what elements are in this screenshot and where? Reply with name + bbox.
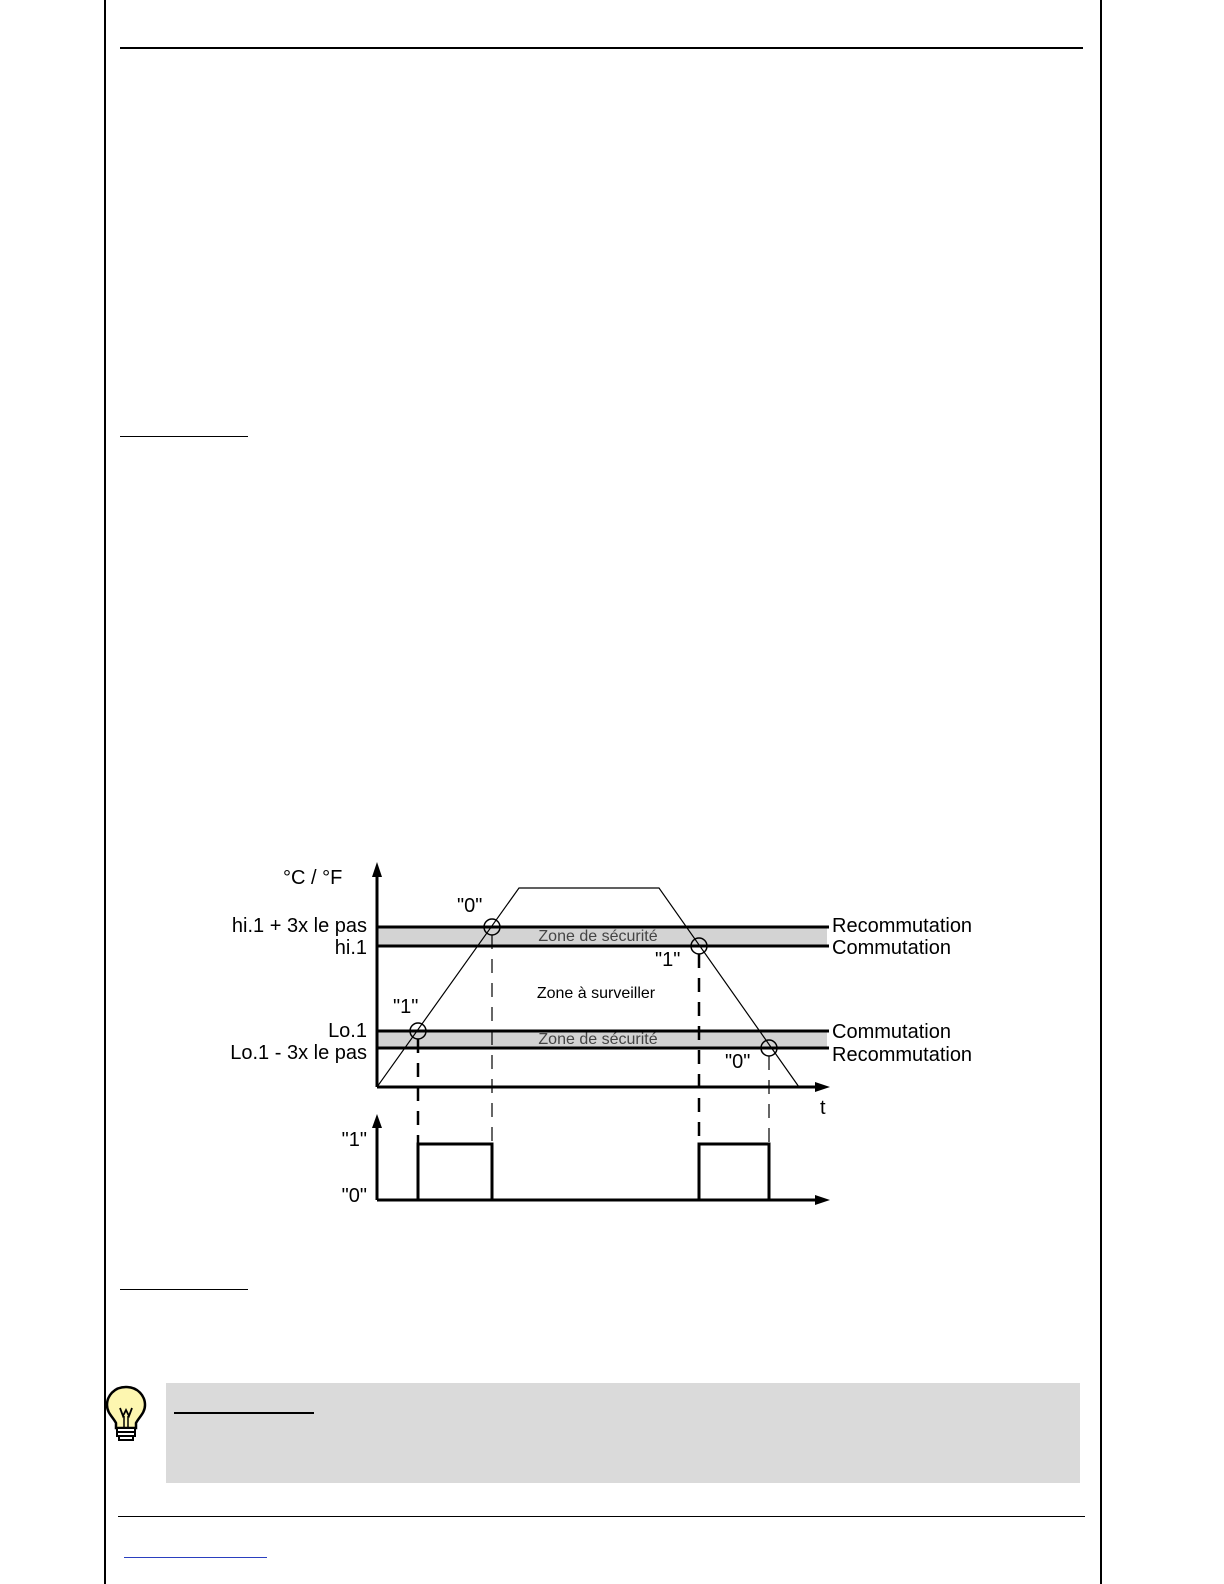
header-rule	[120, 47, 1083, 49]
output-x-axis-arrow	[815, 1195, 830, 1205]
point-label-3: "1"	[655, 949, 681, 971]
zone-label-upper-safety: Zone de sécurité	[538, 928, 658, 945]
footer-rule	[118, 1516, 1085, 1517]
note-heading-underline	[174, 1412, 314, 1414]
x-axis-label: t	[820, 1097, 826, 1119]
lightbulb-icon	[104, 1384, 148, 1442]
window-comparator-diagram	[200, 850, 1020, 1230]
label-lo: Lo.1	[328, 1020, 367, 1042]
page-border-right	[1100, 0, 1102, 1584]
output-pulse-1	[418, 1144, 492, 1200]
label-lo-lower: Lo.1 - 3x le pas	[230, 1042, 367, 1064]
label-recommutation-bottom: Recommutation	[832, 1044, 973, 1066]
output-pulse-2	[699, 1144, 769, 1200]
section-heading-underline	[120, 436, 248, 437]
x-axis-arrow	[815, 1082, 830, 1092]
footer-link-underline[interactable]	[124, 1557, 267, 1558]
label-recommutation-top: Recommutation	[832, 915, 973, 937]
page-border-left	[104, 0, 106, 1584]
point-label-1: "1"	[393, 996, 419, 1018]
output-y-axis-arrow	[372, 1114, 382, 1128]
note-box	[166, 1383, 1080, 1483]
zone-label-lower-safety: Zone de sécurité	[538, 1031, 658, 1048]
zone-label-monitor: Zone à surveiller	[536, 985, 656, 1002]
y-axis-arrow	[372, 862, 382, 877]
output-label-low: "0"	[341, 1185, 367, 1207]
label-commutation-bottom: Commutation	[832, 1021, 951, 1043]
point-label-4: "0"	[725, 1051, 751, 1073]
label-commutation-top: Commutation	[832, 937, 951, 959]
label-hi: hi.1	[334, 937, 367, 959]
output-label-high: "1"	[341, 1129, 367, 1151]
label-hi-upper: hi.1 + 3x le pas	[231, 915, 367, 937]
point-label-2: "0"	[457, 895, 483, 917]
section-heading-underline-2	[120, 1289, 248, 1290]
y-axis-label: °C / °F	[283, 867, 343, 889]
